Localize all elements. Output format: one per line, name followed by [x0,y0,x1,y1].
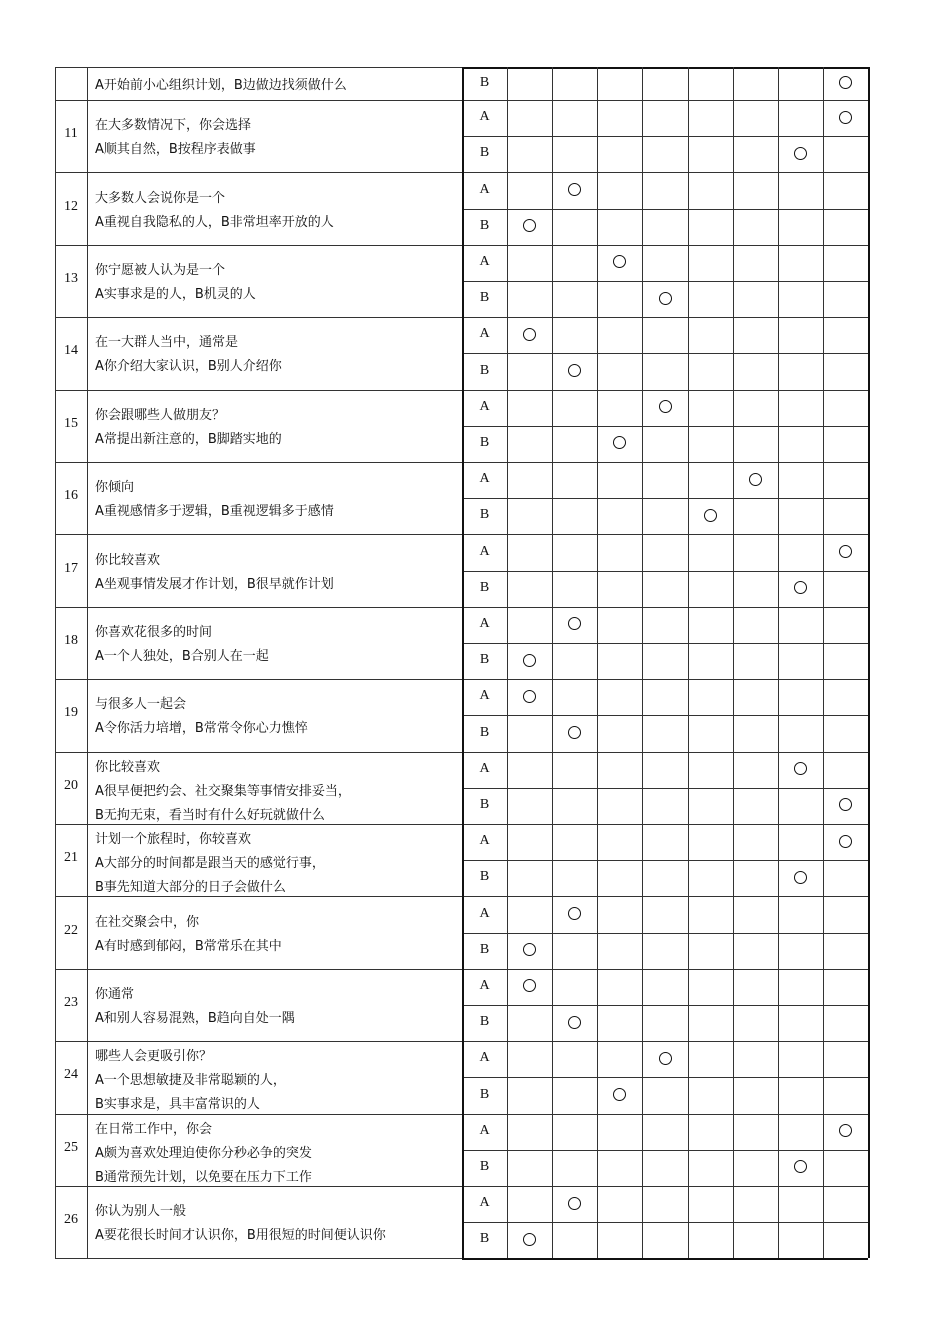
option-label: B [479,869,490,885]
question-line: A要花很长时间才认识你，B用很短的时间便认识你 [95,1228,386,1244]
option-label: B [479,74,490,90]
question-line: B通常预先计划，以免要在压力下工作 [95,1169,312,1185]
question-line: A开始前小心组织计划，B边做边找须做什么 [95,77,347,93]
grid-line [462,1077,868,1078]
grid-line [462,933,868,934]
question-line: 你倾向 [95,480,135,496]
option-label: A [479,833,490,849]
selection-circle [523,219,536,232]
option-label: A [479,615,490,631]
question-line: 你比较喜欢 [95,759,161,775]
grid-line [55,1258,462,1259]
grid-line [778,67,779,1258]
question-line: A有时感到郁闷，B常常乐在其中 [95,938,282,954]
question-line: B事先知道大部分的日子会做什么 [95,880,286,895]
option-label: A [479,905,490,921]
option-label: B [479,290,490,306]
selection-circle [794,1160,807,1173]
question-number: 25 [64,1139,78,1155]
option-label: B [479,1158,490,1174]
question-line: B实事求是，具丰富常识的人 [95,1097,260,1113]
option-label: B [479,652,490,668]
question-line: 你宁愿被人认为是一个 [95,263,226,278]
question-line: 你认为别人一般 [95,1204,187,1220]
selection-circle [568,617,581,630]
grid-line [597,67,598,1258]
question-number: 21 [64,850,78,866]
selection-circle [839,835,852,848]
grid-line [462,788,868,789]
question-line: 在社交聚会中，你 [95,914,200,930]
question-line: 与很多人一起会 [95,697,187,713]
option-label: A [479,543,490,559]
grid-line [462,860,868,861]
grid-line [55,67,56,1258]
question-line: 哪些人会更吸引你？ [95,1049,213,1065]
question-line: A重视感情多于逻辑，B重视逻辑多于感情 [95,504,334,520]
grid-line [868,67,870,1258]
question-line: 在大多数情况下，你会选择 [95,118,252,134]
selection-circle [794,762,807,775]
selection-circle [839,545,852,558]
option-label: A [479,1122,490,1138]
grid-line [462,353,868,354]
option-label: A [479,181,490,197]
selection-circle [568,183,581,196]
grid-line [462,209,868,210]
question-line: A一个思想敏捷及非常聪颖的人， [95,1073,286,1089]
selection-circle [568,1016,581,1029]
question-line: 大多数人会说你是一个 [95,190,226,206]
grid-line [462,67,464,1258]
selection-circle [659,292,672,305]
question-line: A颇为喜欢处理迫使你分秒必争的突发 [95,1145,312,1161]
option-label: B [479,724,490,740]
question-line: A很早便把约会、社交聚集等事情安排妥当， [95,783,351,799]
question-number: 26 [64,1212,78,1228]
question-line: A重视自我隐私的人，B非常坦率开放的人 [95,214,334,230]
selection-circle [613,436,626,449]
option-label: A [479,253,490,269]
grid-line [462,281,868,282]
question-line: 你通常 [95,987,135,1002]
grid-line [462,67,868,69]
option-label: A [479,688,490,704]
question-line: 你会跟哪些人做朋友？ [95,407,226,423]
selection-circle [523,690,536,703]
grid-line [462,571,868,572]
grid-line [507,67,508,1258]
grid-line [733,67,734,1258]
option-label: B [479,1231,490,1247]
option-label: B [479,145,490,161]
question-line: B无拘无束，看当时有什么好玩就做什么 [95,807,325,823]
option-label: B [479,796,490,812]
question-line: A令你活力培增，B常常令你心力憔悴 [95,721,308,737]
question-number: 11 [64,126,78,142]
selection-circle [749,473,762,486]
question-number: 17 [64,560,78,576]
question-line: 你比较喜欢 [95,552,161,568]
grid-line [462,715,868,716]
option-label: B [479,217,490,233]
question-number: 12 [64,198,78,214]
question-number: 14 [64,343,78,359]
question-number: 23 [64,995,78,1010]
grid-line [642,67,643,1258]
question-line: A你介绍大家认识，B别人介绍你 [95,359,282,375]
grid-line [87,67,88,1258]
selection-circle [523,979,536,992]
option-label: A [479,760,490,776]
option-label: A [479,1195,490,1211]
selection-circle [523,328,536,341]
question-line: A坐观事情发展才作计划，B很早就作计划 [95,576,334,592]
selection-circle [839,111,852,124]
question-number: 15 [64,415,78,431]
option-label: B [479,1014,490,1030]
selection-circle [839,76,852,89]
question-line: 在日常工作中，你会 [95,1121,213,1137]
option-label: A [479,471,490,487]
question-number: 16 [64,488,78,504]
grid-line [55,67,462,68]
selection-circle [794,581,807,594]
option-label: B [479,507,490,523]
question-number: 18 [64,633,78,648]
question-line: A一个人独处，B合别人在一起 [95,649,269,664]
question-line: 你喜欢花很多的时间 [95,625,213,640]
selection-circle [839,1124,852,1137]
grid-line [462,643,868,644]
selection-circle [794,871,807,884]
question-number: 19 [64,705,78,721]
question-number: 13 [64,271,78,286]
selection-circle [613,255,626,268]
question-number: 22 [64,922,78,938]
question-line: A常提出新注意的，B脚踏实地的 [95,431,282,447]
option-label: A [479,977,490,993]
selection-circle [523,1233,536,1246]
selection-circle [839,798,852,811]
question-line: A实事求是的人，B机灵的人 [95,287,256,302]
question-line: A大部分的时间都是跟当天的感觉行事， [95,856,325,871]
question-line: 计划一个旅程时，你较喜欢 [95,832,252,847]
selection-circle [568,726,581,739]
grid-line [552,67,553,1258]
question-number: 20 [64,777,78,793]
grid-line [462,1150,868,1151]
selection-circle [568,907,581,920]
option-label: A [479,398,490,414]
selection-circle [704,509,717,522]
option-label: A [479,326,490,342]
grid-line [462,498,868,499]
question-line: 在一大群人当中，通常是 [95,335,239,351]
selection-circle [568,364,581,377]
option-label: B [479,434,490,450]
question-line: A和别人容易混熟，B趋向自处一隅 [95,1011,295,1026]
grid-line [462,1258,868,1260]
grid-line [688,67,689,1258]
option-label: B [479,1086,490,1102]
selection-circle [659,400,672,413]
question-number: 24 [64,1067,78,1083]
selection-circle [523,654,536,667]
question-line: A顺其自然，B按程序表做事 [95,142,256,158]
selection-circle [523,943,536,956]
grid-line [462,426,868,427]
grid-line [462,136,868,137]
selection-circle [568,1197,581,1210]
option-label: B [479,579,490,595]
selection-circle [794,147,807,160]
grid-line [462,1005,868,1006]
grid-line [823,67,824,1258]
option-label: B [479,941,490,957]
selection-circle [659,1052,672,1065]
option-label: A [479,109,490,125]
option-label: B [479,362,490,378]
selection-circle [613,1088,626,1101]
grid-line [462,1222,868,1223]
option-label: A [479,1050,490,1066]
